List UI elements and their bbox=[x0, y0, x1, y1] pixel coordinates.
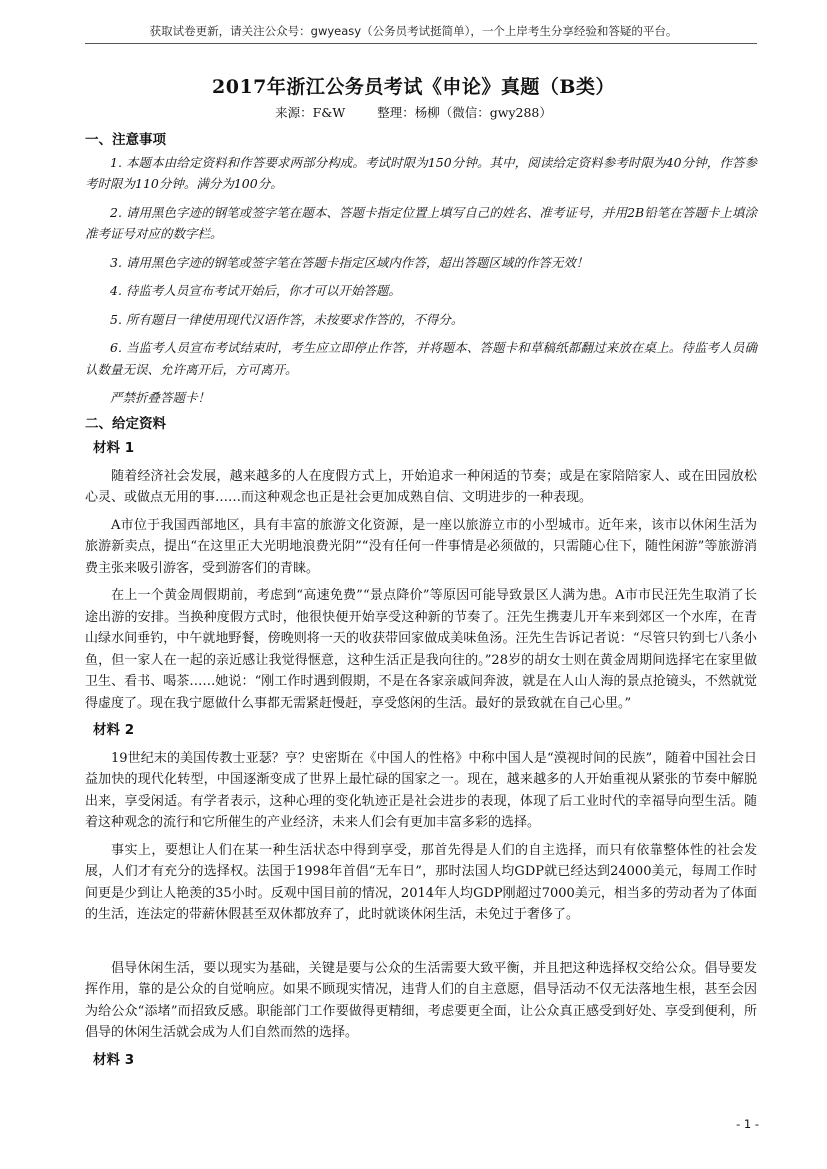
section-heading-materials: 二、给定资料 bbox=[85, 415, 166, 432]
material-2-title: 材料 2 bbox=[93, 722, 135, 738]
note-item: 4. 待监考人员宣布考试开始后，你才可以开始答题。 bbox=[110, 283, 401, 298]
note-item: 6. 当监考人员宣布考试结束时，考生应立即停止作答，并将题本、答题卡和草稿纸都翻过来放在桌上。待监考人员确认数量无误、允许离开后，方可离开。 bbox=[85, 340, 757, 377]
material-paragraph: 事实上，要想让人们在某一种生活状态中得到享受，那首先得是人们的自主选择，而只有依靠整体性的社会发展，人们才有充分的选择权。法国于1998年首倡“无车日”，那时法国人均GDP就已经达到24000美元，每周工作时间更是少到让人艳羡的35小时。反观中国目前的情况，2014年人均GDP刚超过7000美元，相当多的劳动者为了体面的生活，连法定的带薪休假甚至双休都放弃了，此时就谈休闲生活，未免过于奢侈了。 bbox=[85, 842, 757, 922]
header-notice: 获取试卷更新，请关注公众号：gwyeasy（公务员考试挺简单），一个上岸考生分享经验和答疑的平台。 bbox=[149, 24, 678, 38]
document-body bbox=[85, 130, 757, 1077]
material-3-title: 材料 3 bbox=[93, 1051, 135, 1068]
material-paragraph: 倡导休闲生活，要以现实为基础，关键是要与公众的生活需要大致平衡，并且把这种选择权交给公众。倡导要发挥作用，靠的是公众的自觉响应。如果不顾现实情况，违背人们的自主意愿，倡导活动不仅无法落地生根，甚至会因为给公众“添堵”而招致反感。职能部门工作要做得更精细，考虑要更全面，让公众真正感受到好处、享受到便利，所倡导的休闲生活就会成为人们自然而然的选择。 bbox=[85, 960, 757, 1040]
page-title: 2017年浙江公务员考试《申论》真题（B类） bbox=[212, 76, 615, 98]
source-text: 来源：F&W bbox=[275, 105, 346, 120]
note-item: 5. 所有题目一律使用现代汉语作答，未按要求作答的，不得分。 bbox=[110, 311, 464, 327]
material-paragraph: 随着经济社会发展，越来越多的人在度假方式上，开始追求一种闲适的节奏；或是在家陪陪家人、或在田园放松心灵、或做点无用的事……而这种观念也正是社会更加成熟自信、文明进步的一种表现。 bbox=[85, 468, 757, 505]
material-paragraph: A市位于我国西部地区，具有丰富的旅游文化资源，是一座以旅游立市的小型城市。近年来，该市以休闲生活为旅游新卖点，提出“在这里正大光明地浪费光阴”“没有任何一件事情是必须做的，只需随心住下，随性闲游”等旅游消费主张来吸引游客，受到游客们的青睐。 bbox=[85, 517, 757, 576]
blank-gap bbox=[85, 932, 757, 958]
editor-text: 整理：杨柳（微信：gwy288） bbox=[377, 105, 552, 120]
warning-text: 严禁折叠答题卡！ bbox=[110, 390, 211, 405]
source-line bbox=[0, 103, 827, 121]
note-item: 3. 请用黑色字迹的钢笔或签字笔在答题卡指定区域内作答，超出答题区域的作答无效！ bbox=[110, 254, 589, 270]
header-divider bbox=[85, 43, 757, 44]
section-heading-notes: 一、注意事项 bbox=[85, 132, 166, 148]
material-paragraph: 19世纪末的美国传教士亚瑟？亨？史密斯在《中国人的性格》中称中国人是“漠视时间的民族”，随着中国社会日益加快的现代化转型，中国逐渐变成了世界上最忙碌的国家之一。现在，越来越多的人开始重视从紧张的节奏中解脱出来，享受闲适。有学者表示，这种心理的变化轨迹正是社会进步的表现，体现了后工业时代的幸福导向型生活。随着这种观念的流行和它所催生的产业经济，未来人们会有更加丰富多彩的选择。 bbox=[85, 750, 757, 830]
material-1-title: 材料 1 bbox=[93, 440, 135, 456]
material-paragraph: 在上一个黄金周假期前，考虑到“高速免费”“景点降价”等原因可能导致景区人满为患。A市市民汪先生取消了长途出游的安排。当换种度假方式时，他很快便开始享受这种新的节奏了。汪先生携妻儿开车来到郊区一个水库，在青山绿水间垂钓，中午就地野餐，傍晚则将一天的收获带回家做成美味鱼汤。汪先生告诉记者说：“尽管只钓到七八条小鱼，但一家人在一起的亲近感让我觉得惬意，这种生活正是我向往的。”28岁的胡女士则在黄金周期间选择宅在家里做卫生、看书、喝茶……她说：“刚工作时遇到假期，不是在各家亲戚间奔波，就是在人山人海的景点抢镜头，不然就觉得虚度了。现在我宁愿做什么事都无需紧赶慢赶，享受悠闲的生活。最好的景致就在自己心里。” bbox=[85, 588, 757, 711]
page-number: - 1 - bbox=[736, 1117, 759, 1131]
note-item: 1. 本题本由给定资料和作答要求两部分构成。考试时限为150分钟。其中，阅读给定资料参考时限为40分钟，作答参考时限为110分钟。满分为100分。 bbox=[85, 154, 757, 191]
note-item: 2. 请用黑色字迹的钢笔或签字笔在题本、答题卡指定位置上填写自己的姓名、准考证号，并用2B铅笔在答题卡上填涂准考证号对应的数字栏。 bbox=[85, 204, 757, 241]
